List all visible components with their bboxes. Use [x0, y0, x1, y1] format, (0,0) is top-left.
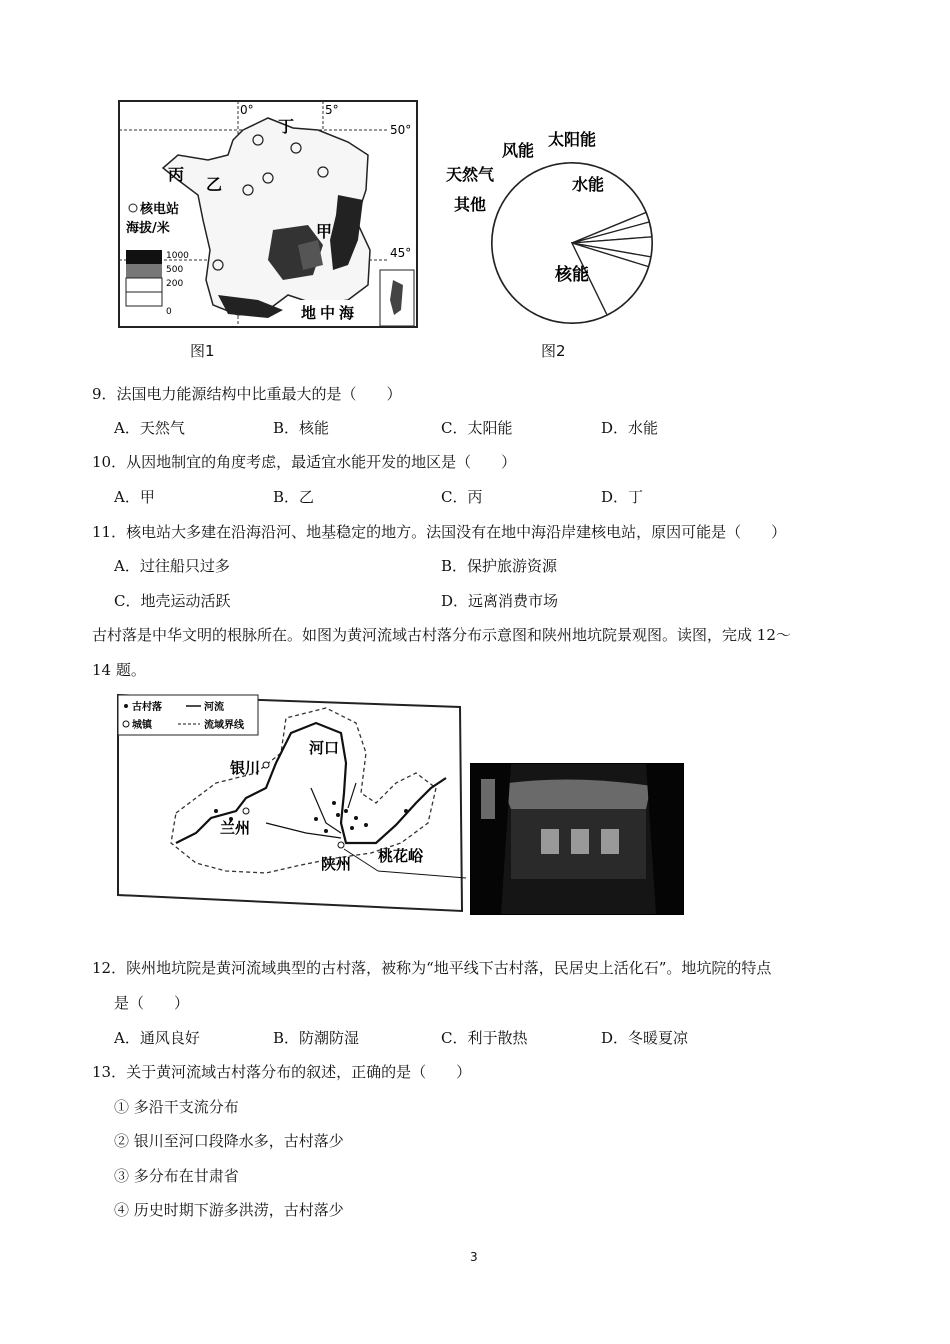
figure-3-yellow-river-map	[116, 693, 466, 915]
q9-option-d[interactable]: D．水能	[601, 419, 659, 437]
legend-river: 河流	[204, 702, 224, 713]
q12-option-a[interactable]: A．通风良好	[114, 1029, 200, 1047]
pie-label-3: 风能	[501, 141, 535, 160]
q12-option-c[interactable]: C．利于散热	[441, 1029, 528, 1047]
question-13-stem: 13．关于黄河流域古村落分布的叙述，正确的是（ ）	[92, 1063, 472, 1081]
place-hekou: 河口	[309, 739, 340, 757]
legend-elev-0: 0	[166, 307, 172, 317]
legend-elevation-title: 海拔/米	[126, 221, 170, 236]
lat-label-45: 45°	[390, 246, 412, 260]
pie-chart-svg	[430, 118, 660, 333]
q13-item-1: ① 多沿干支流分布	[114, 1098, 239, 1116]
pit-courtyard-illustration	[471, 764, 683, 914]
intro-line-2: 14 题。	[92, 661, 146, 679]
legend-elev-200: 200	[166, 279, 184, 289]
pie-label-5: 其他	[453, 195, 487, 214]
figure-2-pie	[430, 118, 660, 333]
legend-boundary: 流域界线	[204, 720, 244, 731]
lon-label-5: 5°	[325, 103, 339, 117]
q10-option-c[interactable]: C．丙	[441, 488, 483, 506]
region-label-jia: 甲	[316, 222, 333, 241]
q11-option-d[interactable]: D．远离消费市场	[441, 592, 559, 610]
q12-option-d[interactable]: D．冬暖夏凉	[601, 1029, 689, 1047]
q13-item-3: ③ 多分布在甘肃省	[114, 1167, 239, 1185]
legend-village: 古村落	[132, 702, 162, 713]
question-10-stem: 10．从因地制宜的角度考虑，最适宜水能开发的地区是（ ）	[92, 453, 517, 471]
lon-label-0: 0°	[240, 103, 254, 117]
pie-label-1: 水能	[571, 175, 605, 194]
q9-option-a[interactable]: A．天然气	[114, 419, 185, 437]
place-yinchuan: 银川	[230, 759, 261, 777]
page-number: 3	[470, 1250, 478, 1264]
place-taohuayu: 桃花峪	[378, 847, 424, 865]
shanzhou-pit-courtyard-photo	[470, 763, 684, 915]
q9-option-c[interactable]: C．太阳能	[441, 419, 513, 437]
pie-label-2: 太阳能	[547, 130, 597, 149]
legend-town: 城镇	[132, 720, 152, 731]
legend-elev-500: 500	[166, 265, 184, 275]
region-label-ding: 丁	[278, 117, 295, 136]
q10-option-a[interactable]: A．甲	[114, 488, 155, 506]
figure-2-caption: 图2	[541, 342, 566, 360]
yellow-river-map-svg	[116, 693, 466, 915]
region-label-bing: 丙	[168, 165, 185, 184]
q11-option-b[interactable]: B．保护旅游资源	[441, 557, 558, 575]
place-lanzhou: 兰州	[220, 819, 251, 837]
q9-option-b[interactable]: B．核能	[273, 419, 330, 437]
q11-option-c[interactable]: C．地壳运动活跃	[114, 592, 231, 610]
q12-option-b[interactable]: B．防潮防湿	[273, 1029, 360, 1047]
q10-option-b[interactable]: B．乙	[273, 488, 315, 506]
figure-1-map	[118, 100, 418, 328]
question-12-stem-line-1: 12．陕州地坑院是黄河流域典型的古村落，被称为“地平线下古村落，民居史上活化石”。地坑院的特点	[92, 959, 772, 977]
figure-1-caption: 图1	[190, 342, 215, 360]
q13-item-2: ② 银川至河口段降水多，古村落少	[114, 1132, 344, 1150]
place-shanzhou: 陕州	[321, 855, 352, 873]
region-label-yi: 乙	[206, 175, 223, 194]
pie-label-4: 天然气	[445, 165, 495, 184]
q13-item-4: ④ 历史时期下游多洪涝，古村落少	[114, 1201, 344, 1219]
france-map-svg	[118, 100, 418, 328]
lat-label-50: 50°	[390, 123, 412, 137]
intro-line-1: 古村落是中华文明的根脉所在。如图为黄河流域古村落分布示意图和陕州地坑院景观图。读图，完成 12～	[92, 626, 791, 644]
q10-option-d[interactable]: D．丁	[601, 488, 644, 506]
sea-label: 地中海	[301, 304, 359, 322]
legend-elev-1000: 1000	[166, 251, 189, 261]
question-12-stem-line-2: 是（ ）	[114, 994, 190, 1012]
question-9-stem: 9．法国电力能源结构中比重最大的是（ ）	[92, 385, 402, 403]
legend-nuclear-label: 核电站	[140, 202, 180, 217]
question-11-stem: 11．核电站大多建在沿海沿河、地基稳定的地方。法国没有在地中海沿岸建核电站，原因可能是（ ）	[92, 523, 787, 541]
pie-label-0: 核能	[555, 265, 589, 285]
q11-option-a[interactable]: A．过往船只过多	[114, 557, 230, 575]
